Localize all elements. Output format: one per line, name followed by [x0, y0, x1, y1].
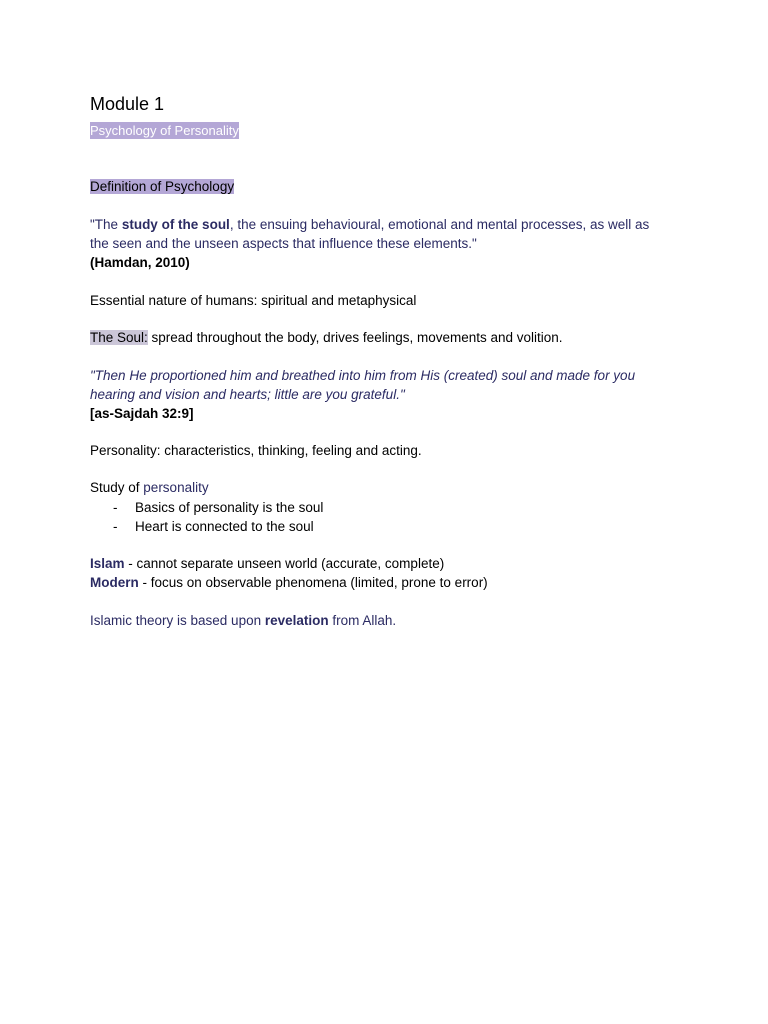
- comparison-islam: [90, 554, 444, 573]
- study-prefix: Study of: [90, 480, 144, 495]
- comparison-modern: [90, 573, 488, 592]
- definition-heading: Definition of Psychology: [90, 179, 235, 194]
- quote-open: "The: [90, 217, 122, 232]
- page-subtitle: Psychology of Personality: [90, 123, 239, 138]
- personality-definition: Personality: characteristics, thinking, feeling and acting.: [90, 443, 422, 458]
- definition-quote-line-1: [90, 215, 649, 234]
- verse-line-1: "Then He proportioned him and breathed into him from His (created) soul and made for you: [90, 368, 636, 383]
- soul-label: The Soul:: [90, 330, 148, 345]
- list-item: [90, 517, 314, 536]
- verse-line-2: hearing and vision and hearts; little are you grateful.": [90, 387, 405, 402]
- list-item-text: Heart is connected to the soul: [135, 519, 314, 534]
- list-item: [90, 498, 323, 517]
- verse-citation: [as-Sajdah 32:9]: [90, 406, 194, 421]
- quote-rest: , the ensuing behavioural, emotional and mental processes, as well as: [229, 217, 650, 232]
- definition-quote-line-2: the seen and the unseen aspects that influence these elements.": [90, 236, 477, 251]
- conclusion-suffix: from Allah.: [328, 613, 397, 628]
- comparison-term: Modern: [90, 575, 139, 590]
- definition-heading-line: [90, 177, 234, 196]
- page-title: Module 1: [90, 94, 165, 114]
- conclusion-bold: revelation: [264, 613, 329, 628]
- conclusion-prefix: Islamic theory is based upon: [90, 613, 265, 628]
- list-item-text: Basics of personality is the soul: [135, 500, 324, 515]
- bullet-dash: -: [113, 500, 118, 515]
- bullet-dash: -: [113, 519, 118, 534]
- soul-line: [90, 328, 563, 347]
- soul-text: spread throughout the body, drives feelings, movements and volition.: [147, 330, 563, 345]
- conclusion: [90, 611, 396, 630]
- study-highlight: personality: [143, 480, 209, 495]
- definition-citation: (Hamdan, 2010): [90, 255, 190, 270]
- quote-bold-phrase: study of the soul: [121, 217, 230, 232]
- comparison-text: - cannot separate unseen world (accurate, complete): [124, 556, 445, 571]
- comparison-term: Islam: [90, 556, 125, 571]
- comparison-text: - focus on observable phenomena (limited, prone to error): [138, 575, 488, 590]
- study-heading: [90, 478, 209, 497]
- essential-nature: Essential nature of humans: spiritual and metaphysical: [90, 293, 417, 308]
